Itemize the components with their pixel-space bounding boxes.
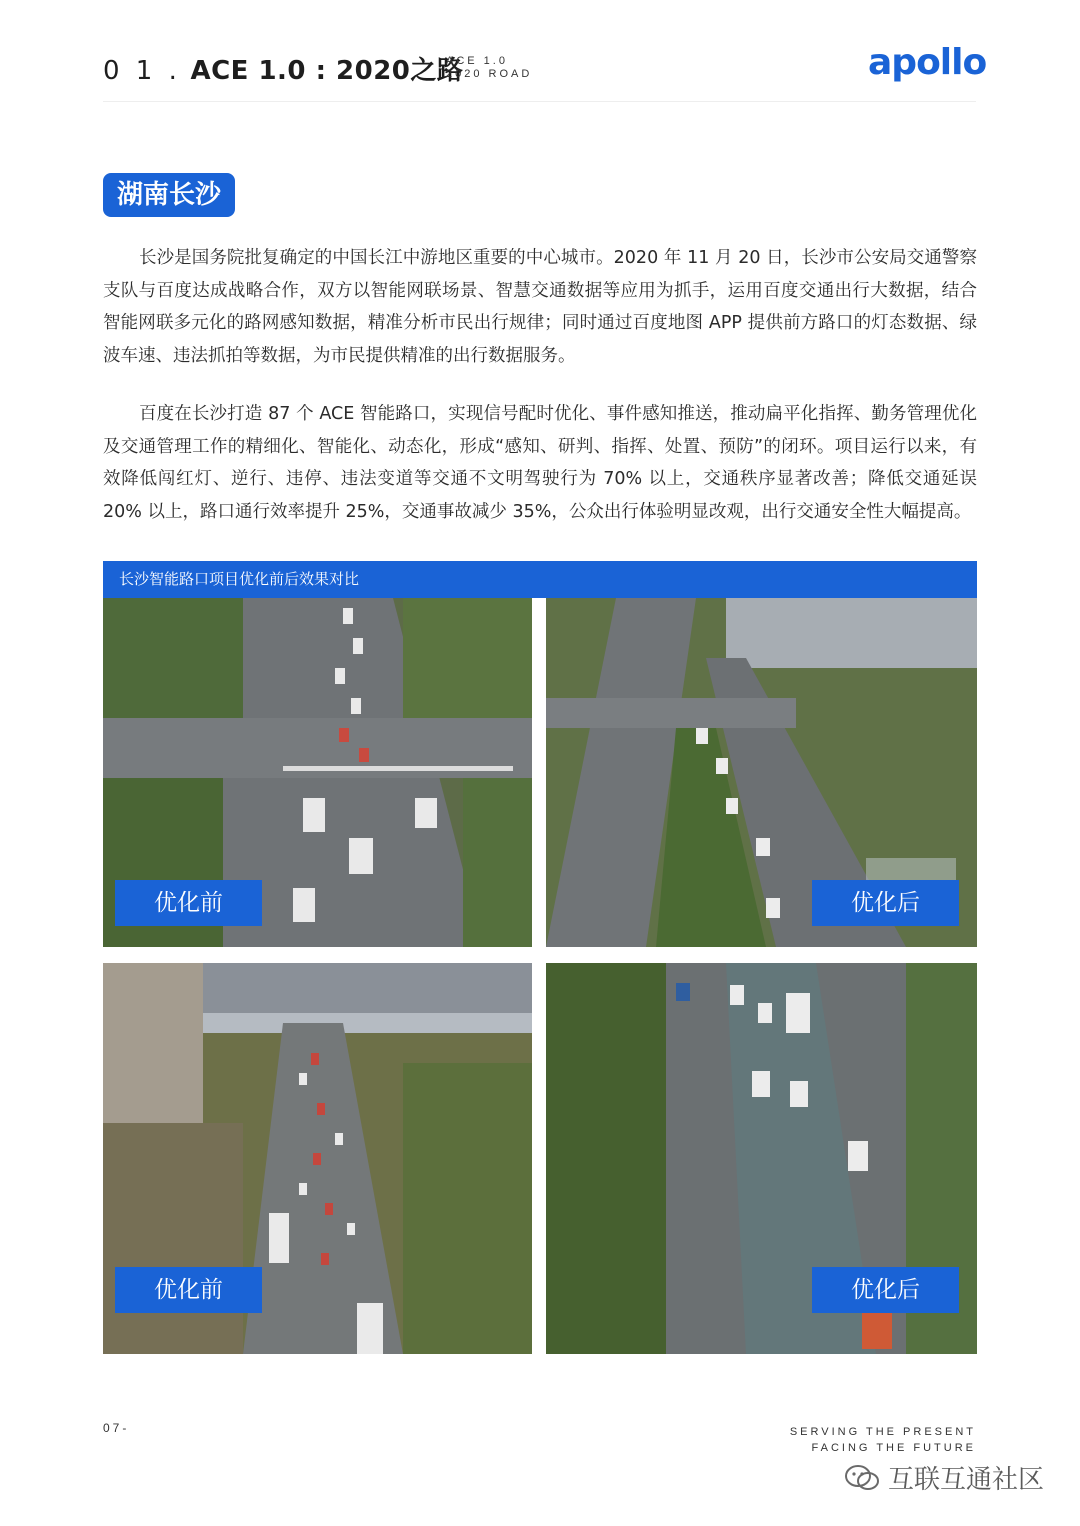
paragraph-2: 百度在长沙打造 87 个 ACE 智能路口，实现信号配时优化、事件感知推送，推动扁平化指挥、勤务管理优化及交通管理工作的精细化、智能化、动态化，形成“感知、研判、指挥、处置、预防”的闭环。项目运行以来，有效降低闯红灯、逆行、违停、违法变道等交通不文明驾驶行为 70% 以上，交通秩序显著改善；降低交通延误 20% 以上，路口通行效率提升 25%，交通事故减少 35%，公众出行体验明显改观，出行交通安全性大幅提高。 bbox=[103, 404, 977, 522]
chapter-heading bbox=[103, 50, 463, 87]
subtitle-line-1: ACE 1.0 bbox=[446, 55, 508, 67]
comparison-figure bbox=[103, 561, 977, 1354]
paragraph-1: 长沙是国务院批复确定的中国长江中游地区重要的中心城市。2020 年 11 月 20 日，长沙市公安局交通警察支队与百度达成战略合作，双方以智能网联场景、智慧交通数据等应用为抓手，运用百度交通出行大数据，结合智能网联多元化的路网感知数据，精准分析市民出行规律；同时通过百度地图 APP 提供前方路口的灯态数据、绿波车速、违法抓拍等数据，为市民提供精准的出行数据服务。 bbox=[103, 248, 977, 366]
chapter-title: ACE 1.0 : 2020之路 bbox=[190, 56, 464, 86]
footer-slogan bbox=[790, 1424, 976, 1456]
page-header bbox=[0, 0, 1080, 104]
photo-after-road bbox=[546, 963, 977, 1354]
page-number: 07- bbox=[103, 1421, 130, 1435]
slogan-line-2: FACING THE FUTURE bbox=[811, 1442, 976, 1454]
watermark bbox=[844, 1459, 1044, 1496]
chapter-number: 0 1 . bbox=[103, 56, 181, 86]
watermark-text: 互联互通社区 bbox=[887, 1465, 1044, 1495]
apollo-logo: apollo bbox=[868, 42, 987, 83]
label-after: 优化后 bbox=[812, 880, 959, 926]
section-title: 湖南长沙 bbox=[103, 173, 235, 217]
header-divider bbox=[103, 101, 976, 102]
slogan-line-1: SERVING THE PRESENT bbox=[789, 1426, 976, 1438]
figure-title: 长沙智能路口项目优化前后效果对比 bbox=[103, 561, 977, 598]
subtitle-line-2: 2020 ROAD bbox=[446, 68, 533, 80]
wechat-icon bbox=[844, 1463, 880, 1493]
photo-before-road bbox=[103, 963, 532, 1354]
label-before: 优化前 bbox=[115, 1267, 262, 1313]
photo-after-intersection bbox=[546, 598, 977, 947]
label-after: 优化后 bbox=[812, 1267, 959, 1313]
photo-before-intersection bbox=[103, 598, 532, 947]
chapter-subtitle-en bbox=[446, 55, 532, 81]
label-before: 优化前 bbox=[115, 880, 262, 926]
